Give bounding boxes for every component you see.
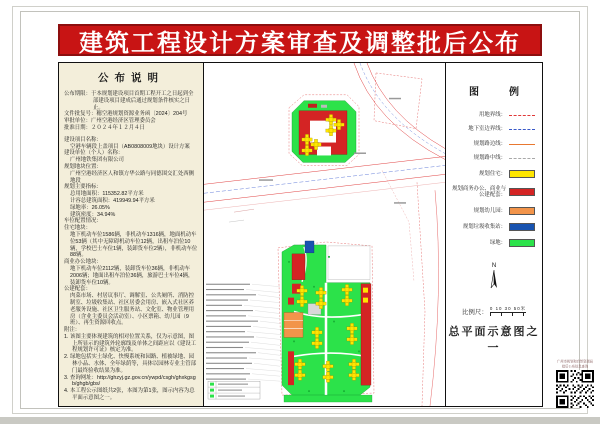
- notice-panel: [59, 63, 204, 406]
- legend-item-commercial: 规划商务办公、商业与公建配套：: [446, 186, 535, 199]
- indicator-land-area: 总用地面积：115352.82平方米: [70, 191, 144, 198]
- notice-title: 公布说明: [98, 72, 164, 84]
- site-plan-panel: [204, 63, 445, 406]
- builder-name: 广州地铁集团有限公司: [70, 157, 124, 164]
- red-dashed-line-sample: [509, 115, 535, 116]
- remark-4: 4. 本工程公示图纸共2张，本图为第1张，图示内容为总平面示意图之一。: [64, 388, 195, 402]
- parking-biz-label: 商业办公地块：: [64, 259, 102, 266]
- residential-swatch: [509, 170, 535, 178]
- gray-dashed-line-sample: [509, 158, 535, 159]
- green-swatch: [509, 239, 535, 247]
- legend-item-road-center: 规划路中线：: [446, 155, 535, 161]
- location-label: 规划地块位置：: [64, 163, 102, 170]
- orange-line-sample: [509, 144, 535, 145]
- page-edge-shadow: [0, 417, 600, 424]
- parking-label: 车位配置情况：: [64, 218, 102, 225]
- parcel-lower: [278, 241, 374, 402]
- facilities-text: 肉菜市场、村居议事厅、调解室、公共厕所、消防控制室、垃圾收集站、社区居委会用房、嵌入式社区养老服务设施、社区卫生服务站、文化室、物业管理用房（含业主委员会活动室）、小区票箱、幼儿园（9班）、再生资源回收点。: [70, 293, 194, 327]
- legend-rows: [446, 112, 542, 247]
- remark-2: 2. 绿地包括实土绿化、快慢系统和园路、植被绿地、园林小品、水体、全年绿荫等，具体以园林专业主管部门最终验收结果为准。: [64, 354, 196, 374]
- facilities-label: 公建配套：: [64, 286, 91, 293]
- qr-caption-line1: 广州市规划和自然资源局: [556, 359, 594, 364]
- vacant-block: [328, 246, 370, 280]
- north-label: N: [491, 262, 497, 269]
- approval-date: 批准日期：２０２４年１２月４日: [64, 124, 145, 131]
- builder-label: 建设单位（个人）名称：: [64, 150, 124, 157]
- parcel-upper: [289, 95, 359, 166]
- kindergarten-swatch: [509, 207, 535, 215]
- legend-item-land-boundary: 用地界线：: [446, 112, 535, 118]
- waste-station-building: [305, 241, 314, 253]
- legend-panel: [445, 63, 542, 406]
- notice-body: [64, 91, 198, 402]
- commercial-block-nw: [292, 254, 305, 280]
- commercial-strip-west: [288, 351, 294, 385]
- project-name-label: 建设项目名称：: [64, 136, 102, 143]
- parking-res-text: 地下机动车位1586辆，非机动车1316辆，地面机动车位53辆（其中无障碍机动车位12辆，出租车泊位10辆，学校巴士车位1辆，装卸货车位2辆），非机动车位88辆。: [70, 231, 198, 259]
- title-banner: [58, 24, 542, 56]
- scale-line: [490, 312, 526, 316]
- legend-item-green: 绿地：: [446, 239, 535, 247]
- legend-item-basement-boundary: 地下室边界线：: [446, 126, 535, 132]
- commercial-swatch: [509, 188, 535, 196]
- qr-caption-line2: 批后公布信息查询: [561, 363, 589, 368]
- indicator-label: 规划主要指标：: [64, 184, 102, 191]
- indicator-green-ratio: 绿地率：26.05%: [70, 204, 110, 211]
- legend-item-kindergarten: 规划幼儿园：: [446, 207, 535, 215]
- parking-res-label: 住宅地块：: [64, 225, 91, 232]
- publish-period: 公布期限：于本规划建设项目首期工程开工之日起到全部建设项目建成后通过规划条件核实之日止。: [64, 91, 194, 111]
- waste-station-swatch: [509, 223, 535, 231]
- blue-dashdot-line-sample: [509, 129, 535, 130]
- legend-item-residential: 规划住宅：: [446, 170, 535, 178]
- map-note-table: [208, 381, 260, 399]
- qr-block: [553, 360, 597, 408]
- scale-label: 比例尺：: [461, 308, 488, 316]
- north-arrow: [446, 263, 542, 296]
- approval-authority: 审批单位：广州空港经济区管理委员会: [64, 118, 156, 125]
- document-number: 文件批复号：穗空港规划资源业务函〔2024〕204号: [64, 111, 188, 118]
- qr-code: [556, 370, 594, 408]
- location-text: 广州空港经济区人和镇方华公路与同德围交汇处西侧地段: [70, 170, 194, 184]
- scale-bar: [446, 306, 542, 316]
- legend-item-waste-station: 规划垃圾收集站：: [446, 223, 535, 231]
- north-arrow-icon: [486, 269, 502, 291]
- indicator-gfa: 计容总建筑面积：419949.94平方米: [70, 197, 155, 204]
- project-name: 空港车辆段上盖项目（AB0808009地块）设计方案: [70, 143, 190, 150]
- parking-biz-text: 地下机动车位2112辆，装卸货车位36辆，非机动车2006辆；地面出租车泊位36辆，旅游巴士车位4辆，装卸货车位10辆。: [70, 265, 194, 286]
- content-frame: [58, 62, 543, 407]
- site-plan-drawing: [204, 63, 445, 406]
- legend-item-road-edge: 规划路边线：: [446, 141, 535, 147]
- annotation-list: [206, 284, 280, 381]
- legend-title: 图 例: [469, 87, 529, 98]
- drawing-title: 总平面示意图之一: [448, 325, 540, 354]
- remark-3-query-url: 3. 查询网址：http://ghzyj.gz.gov.cn/ywpd/csgh/ghxkgsgb/ghgb/gbs/: [64, 374, 196, 388]
- remarks-label: 附注：: [64, 327, 81, 334]
- page-title: 建筑工程设计方案审查及调整批后公布: [79, 29, 521, 57]
- scale-ticks: 0 10 30 50米: [489, 305, 527, 311]
- small-red-annex: [308, 104, 317, 108]
- indicator-density: 建筑密度：34.94%: [70, 211, 116, 218]
- remark-1: 1. 该图主要体现建筑的相对位置关系，仅为示意图，图上所显示的建筑外轮廓线及单体之间距应以《建设工程规划许可证》核定为准。: [64, 333, 196, 354]
- kindergarten-building: [284, 313, 303, 338]
